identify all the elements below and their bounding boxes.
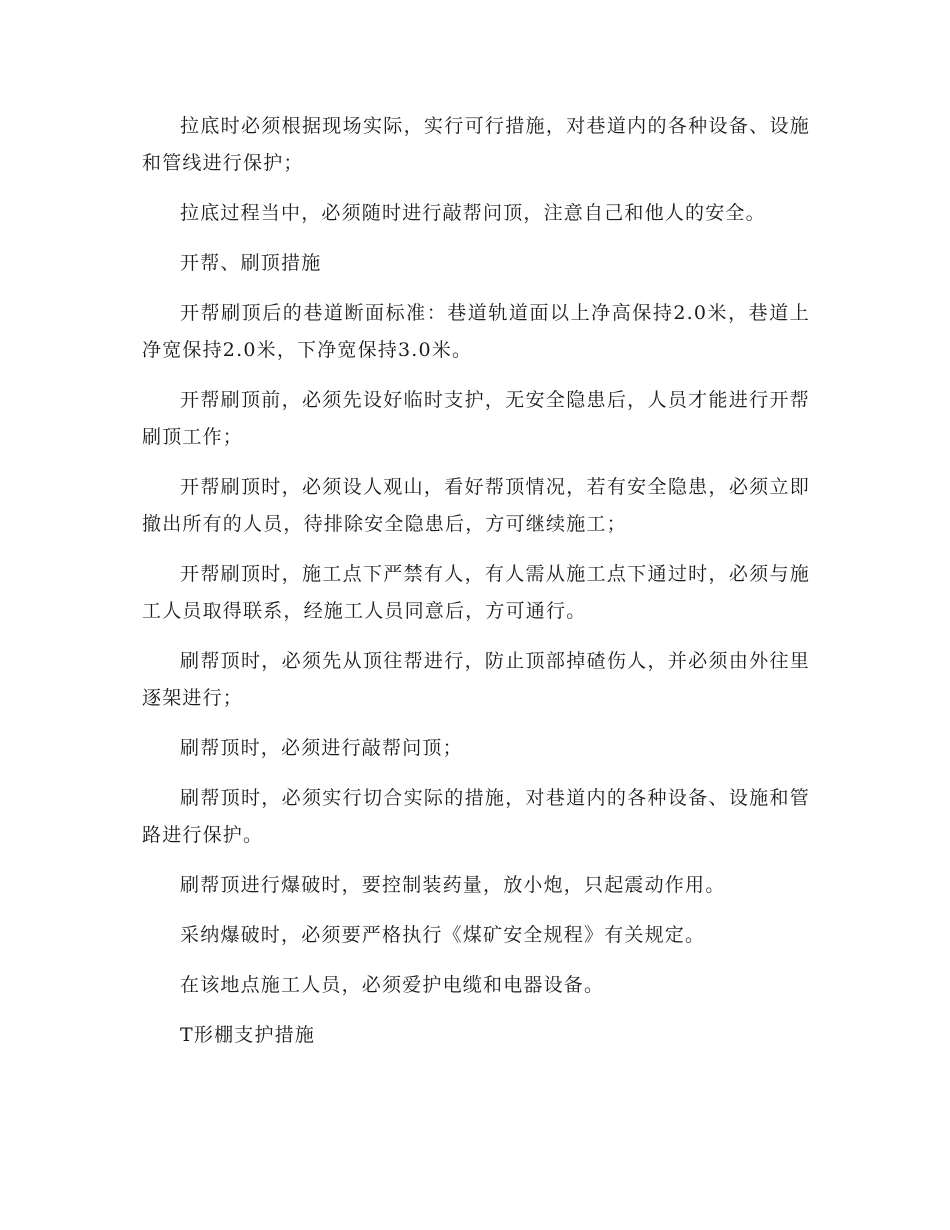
paragraph: 在该地点施工人员，必须爱护电缆和电器设备。 [180,974,605,996]
section-heading: 开帮、刷顶措施 [180,252,322,274]
paragraph: 开帮刷顶后的巷道断面标准：巷道轨道面以上净高保持2.0米，巷道上净宽保持2.0米，下净宽保持3.0米。 [142,302,810,361]
paragraph: 开帮刷顶时，施工点下严禁有人，有人需从施工点下通过时，必须与施工人员取得联系，经施工人员同意后，方可通行。 [142,563,810,622]
paragraph: 拉底过程当中，必须随时进行敲帮问顶，注意自己和他人的安全。 [180,202,766,224]
document-body [142,108,810,1067]
paragraph: 刷帮顶时，必须进行敲帮问顶； [180,737,463,759]
paragraph: 刷帮顶时，必须先从顶往帮进行，防止顶部掉碴伤人，并必须由外往里逐架进行； [142,650,810,709]
paragraph: 拉底时必须根据现场实际，实行可行措施，对巷道内的各种设备、设施和管线进行保护； [142,115,810,174]
paragraph: 开帮刷顶时，必须设人观山，看好帮顶情况，若有安全隐患，必须立即撤出所有的人员，待排除安全隐患后，方可继续施工； [142,476,810,535]
paragraph: 刷帮顶时，必须实行切合实际的措施，对巷道内的各种设备、设施和管路进行保护。 [142,787,810,846]
section-heading: T形棚支护措施 [180,1024,316,1046]
paragraph: 开帮刷顶前，必须先设好临时支护，无安全隐患后，人员才能进行开帮刷顶工作； [142,389,810,448]
paragraph: 采纳爆破时，必须要严格执行《煤矿安全规程》有关规定。 [180,924,706,946]
paragraph: 刷帮顶进行爆破时，要控制装药量，放小炮，只起震动作用。 [180,874,726,896]
